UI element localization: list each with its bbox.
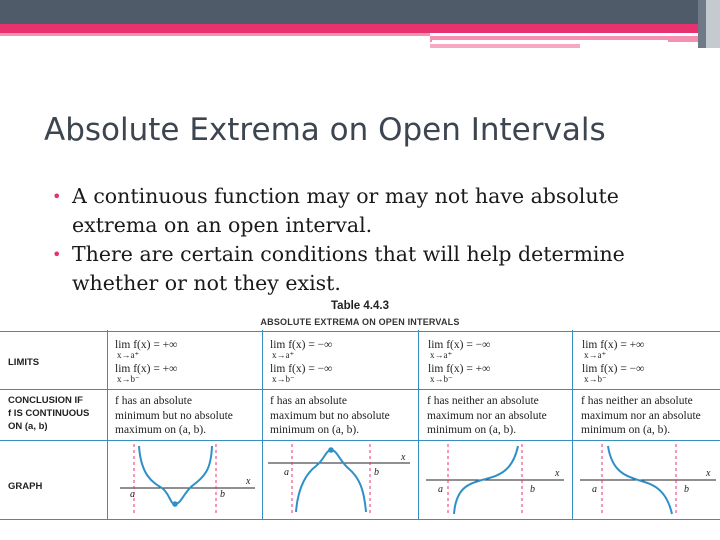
conclusion-line: f has neither an absolute	[427, 395, 539, 407]
row-label-graph: GRAPH	[8, 481, 43, 492]
limit-b-sub: x→b⁻	[430, 374, 453, 384]
label-a: a	[592, 484, 597, 495]
graph-absolute-maximum	[264, 440, 416, 518]
label-x: x	[706, 468, 711, 479]
row-label-line: f IS CONTINUOUS	[8, 408, 90, 419]
table-caption: Table 4.4.3	[331, 300, 389, 312]
conclusion-line: minimum on (a, b).	[427, 424, 517, 436]
label-b: b	[374, 467, 379, 478]
limit-a: lim f(x) = +∞	[582, 339, 645, 351]
limit-a-sub: x→a⁺	[430, 350, 453, 360]
label-x: x	[555, 468, 560, 479]
limit-cell	[582, 339, 644, 384]
label-a: a	[130, 489, 135, 500]
conclusion-cell	[270, 394, 420, 438]
header-bar-end-light	[706, 0, 720, 48]
limit-a-sub: x→a⁺	[584, 350, 607, 360]
accent-stripe-gap	[432, 40, 668, 42]
limit-b: lim f(x) = −∞	[270, 363, 333, 375]
limit-a-sub: x→a⁺	[117, 350, 140, 360]
limit-b: lim f(x) = +∞	[115, 363, 178, 375]
conclusion-cell	[115, 394, 265, 438]
limit-a: lim f(x) = +∞	[115, 339, 178, 351]
graph-absolute-minimum	[110, 440, 260, 518]
table-subcaption: ABSOLUTE EXTREMA ON OPEN INTERVALS	[260, 317, 460, 327]
limit-a: lim f(x) = −∞	[270, 339, 333, 351]
limit-b: lim f(x) = −∞	[582, 363, 645, 375]
extremum-point	[328, 447, 334, 453]
row-label-conclusion	[8, 394, 89, 433]
conclusion-cell	[427, 394, 577, 438]
accent-bar-thin	[0, 33, 430, 36]
slide-title: Absolute Extrema on Open Intervals	[44, 112, 606, 148]
extremum-point	[172, 501, 178, 507]
conclusion-line: f has an absolute	[115, 395, 192, 407]
conclusion-line: f has neither an absolute	[581, 395, 693, 407]
limit-cell	[428, 339, 490, 384]
limit-b: lim f(x) = +∞	[428, 363, 491, 375]
accent-stripe-lower	[430, 44, 580, 48]
limit-b-sub: x→b⁻	[117, 374, 140, 384]
bullet-dot-icon: •	[52, 245, 62, 264]
conclusion-line: minimum but no absolute	[115, 409, 233, 422]
conclusion-line: maximum but no absolute	[270, 409, 390, 422]
limit-a: lim f(x) = −∞	[428, 339, 491, 351]
limit-b-sub: x→b⁻	[584, 374, 607, 384]
bullet-text: A continuous function may or may not have absolute extrema on an open interval.	[72, 184, 619, 237]
conclusion-line: f has an absolute	[270, 395, 347, 407]
graph-neither-increasing	[420, 440, 570, 518]
conclusion-line: maximum on (a, b).	[115, 424, 207, 436]
row-label-line: CONCLUSION IF	[8, 395, 83, 406]
label-x: x	[401, 452, 406, 463]
label-a: a	[284, 467, 289, 478]
limit-cell	[270, 339, 332, 384]
label-b: b	[530, 484, 535, 495]
label-a: a	[438, 484, 443, 495]
bullet-dot-icon: •	[52, 187, 62, 206]
table-line	[107, 330, 108, 520]
limit-b-sub: x→b⁻	[272, 374, 295, 384]
bullet-text: There are certain conditions that will help determine whether or not they exist.	[72, 242, 625, 295]
header-bar-end	[698, 0, 706, 48]
limit-cell	[115, 339, 177, 384]
bullet-item	[52, 240, 672, 298]
graph-neither-decreasing	[574, 440, 720, 518]
limit-a-sub: x→a⁺	[272, 350, 295, 360]
label-b: b	[220, 489, 225, 500]
table-line	[0, 389, 720, 390]
label-b: b	[684, 484, 689, 495]
bullet-item	[52, 182, 672, 240]
conclusion-cell	[581, 394, 720, 438]
curve	[296, 450, 366, 512]
curve	[139, 446, 212, 504]
bullet-list	[52, 182, 672, 298]
table-line	[0, 331, 720, 332]
row-label-limits: LIMITS	[8, 357, 40, 368]
row-label-line: ON (a, b)	[8, 421, 48, 432]
conclusion-line: minimum on (a, b).	[581, 424, 671, 436]
conclusion-line: maximum nor an absolute	[427, 409, 547, 422]
table-line	[0, 519, 720, 520]
conclusion-line: minimum on (a, b).	[270, 424, 360, 436]
conclusion-line: maximum nor an absolute	[581, 409, 701, 422]
header-bar	[0, 0, 698, 24]
label-x: x	[246, 476, 251, 487]
accent-bar	[0, 24, 698, 33]
